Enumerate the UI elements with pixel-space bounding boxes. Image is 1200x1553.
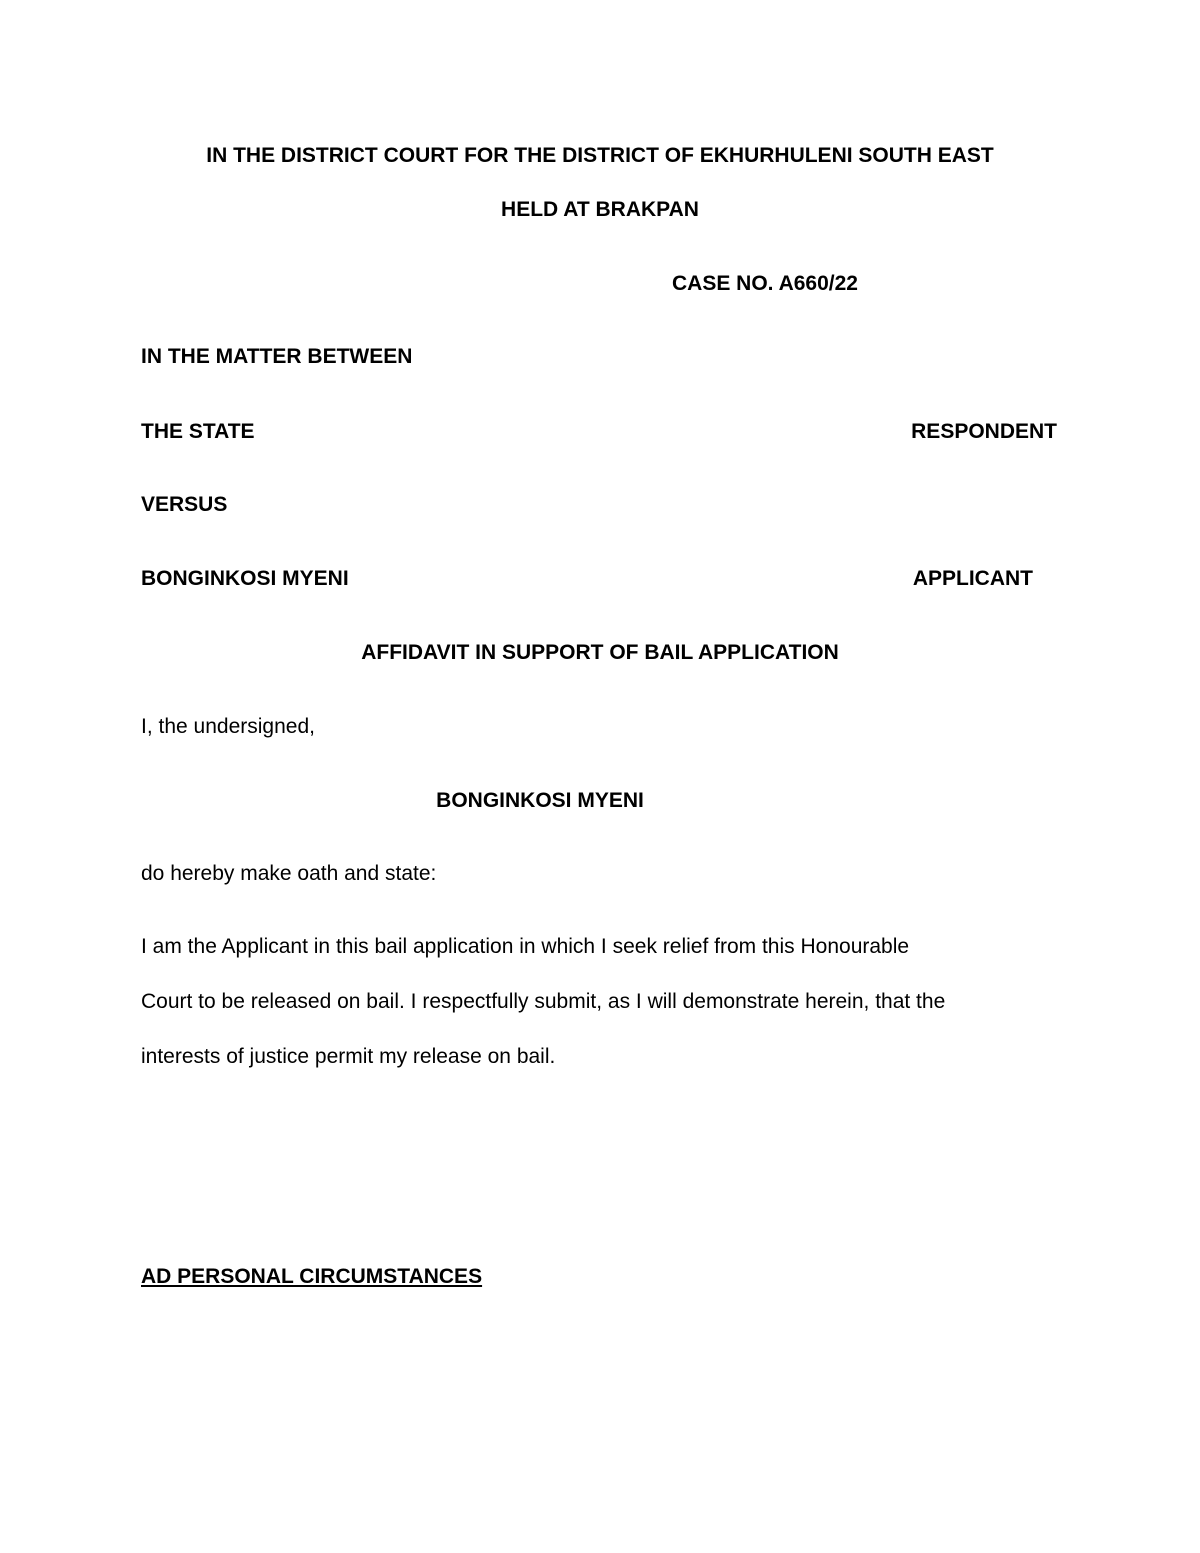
paragraph-line: Court to be released on bail. I respectfully submit, as I will demonstrate herein, that the: [141, 990, 946, 1013]
opening-statement: I, the undersigned,: [141, 715, 315, 738]
versus-label: VERSUS: [141, 493, 228, 516]
document-title: AFFIDAVIT IN SUPPORT OF BAIL APPLICATION: [361, 641, 839, 664]
case-number: CASE NO. A660/22: [672, 272, 858, 295]
held-at-heading: HELD AT BRAKPAN: [501, 198, 699, 221]
court-heading: IN THE DISTRICT COURT FOR THE DISTRICT OF EKHURHULENI SOUTH EAST: [206, 144, 994, 167]
paragraph-line: I am the Applicant in this bail application in which I seek relief from this Honourable: [141, 935, 910, 958]
section-heading: AD PERSONAL CIRCUMSTANCES: [141, 1265, 483, 1288]
oath-statement: do hereby make oath and state:: [141, 862, 437, 885]
deponent-name: BONGINKOSI MYENI: [436, 789, 644, 812]
party-one-role: RESPONDENT: [911, 420, 1057, 443]
paragraph-line: interests of justice permit my release on bail.: [141, 1045, 556, 1068]
matter-between-label: IN THE MATTER BETWEEN: [141, 345, 413, 368]
party-one-name: THE STATE: [141, 420, 255, 443]
party-two-name: BONGINKOSI MYENI: [141, 567, 349, 590]
party-two-role: APPLICANT: [912, 567, 1033, 590]
